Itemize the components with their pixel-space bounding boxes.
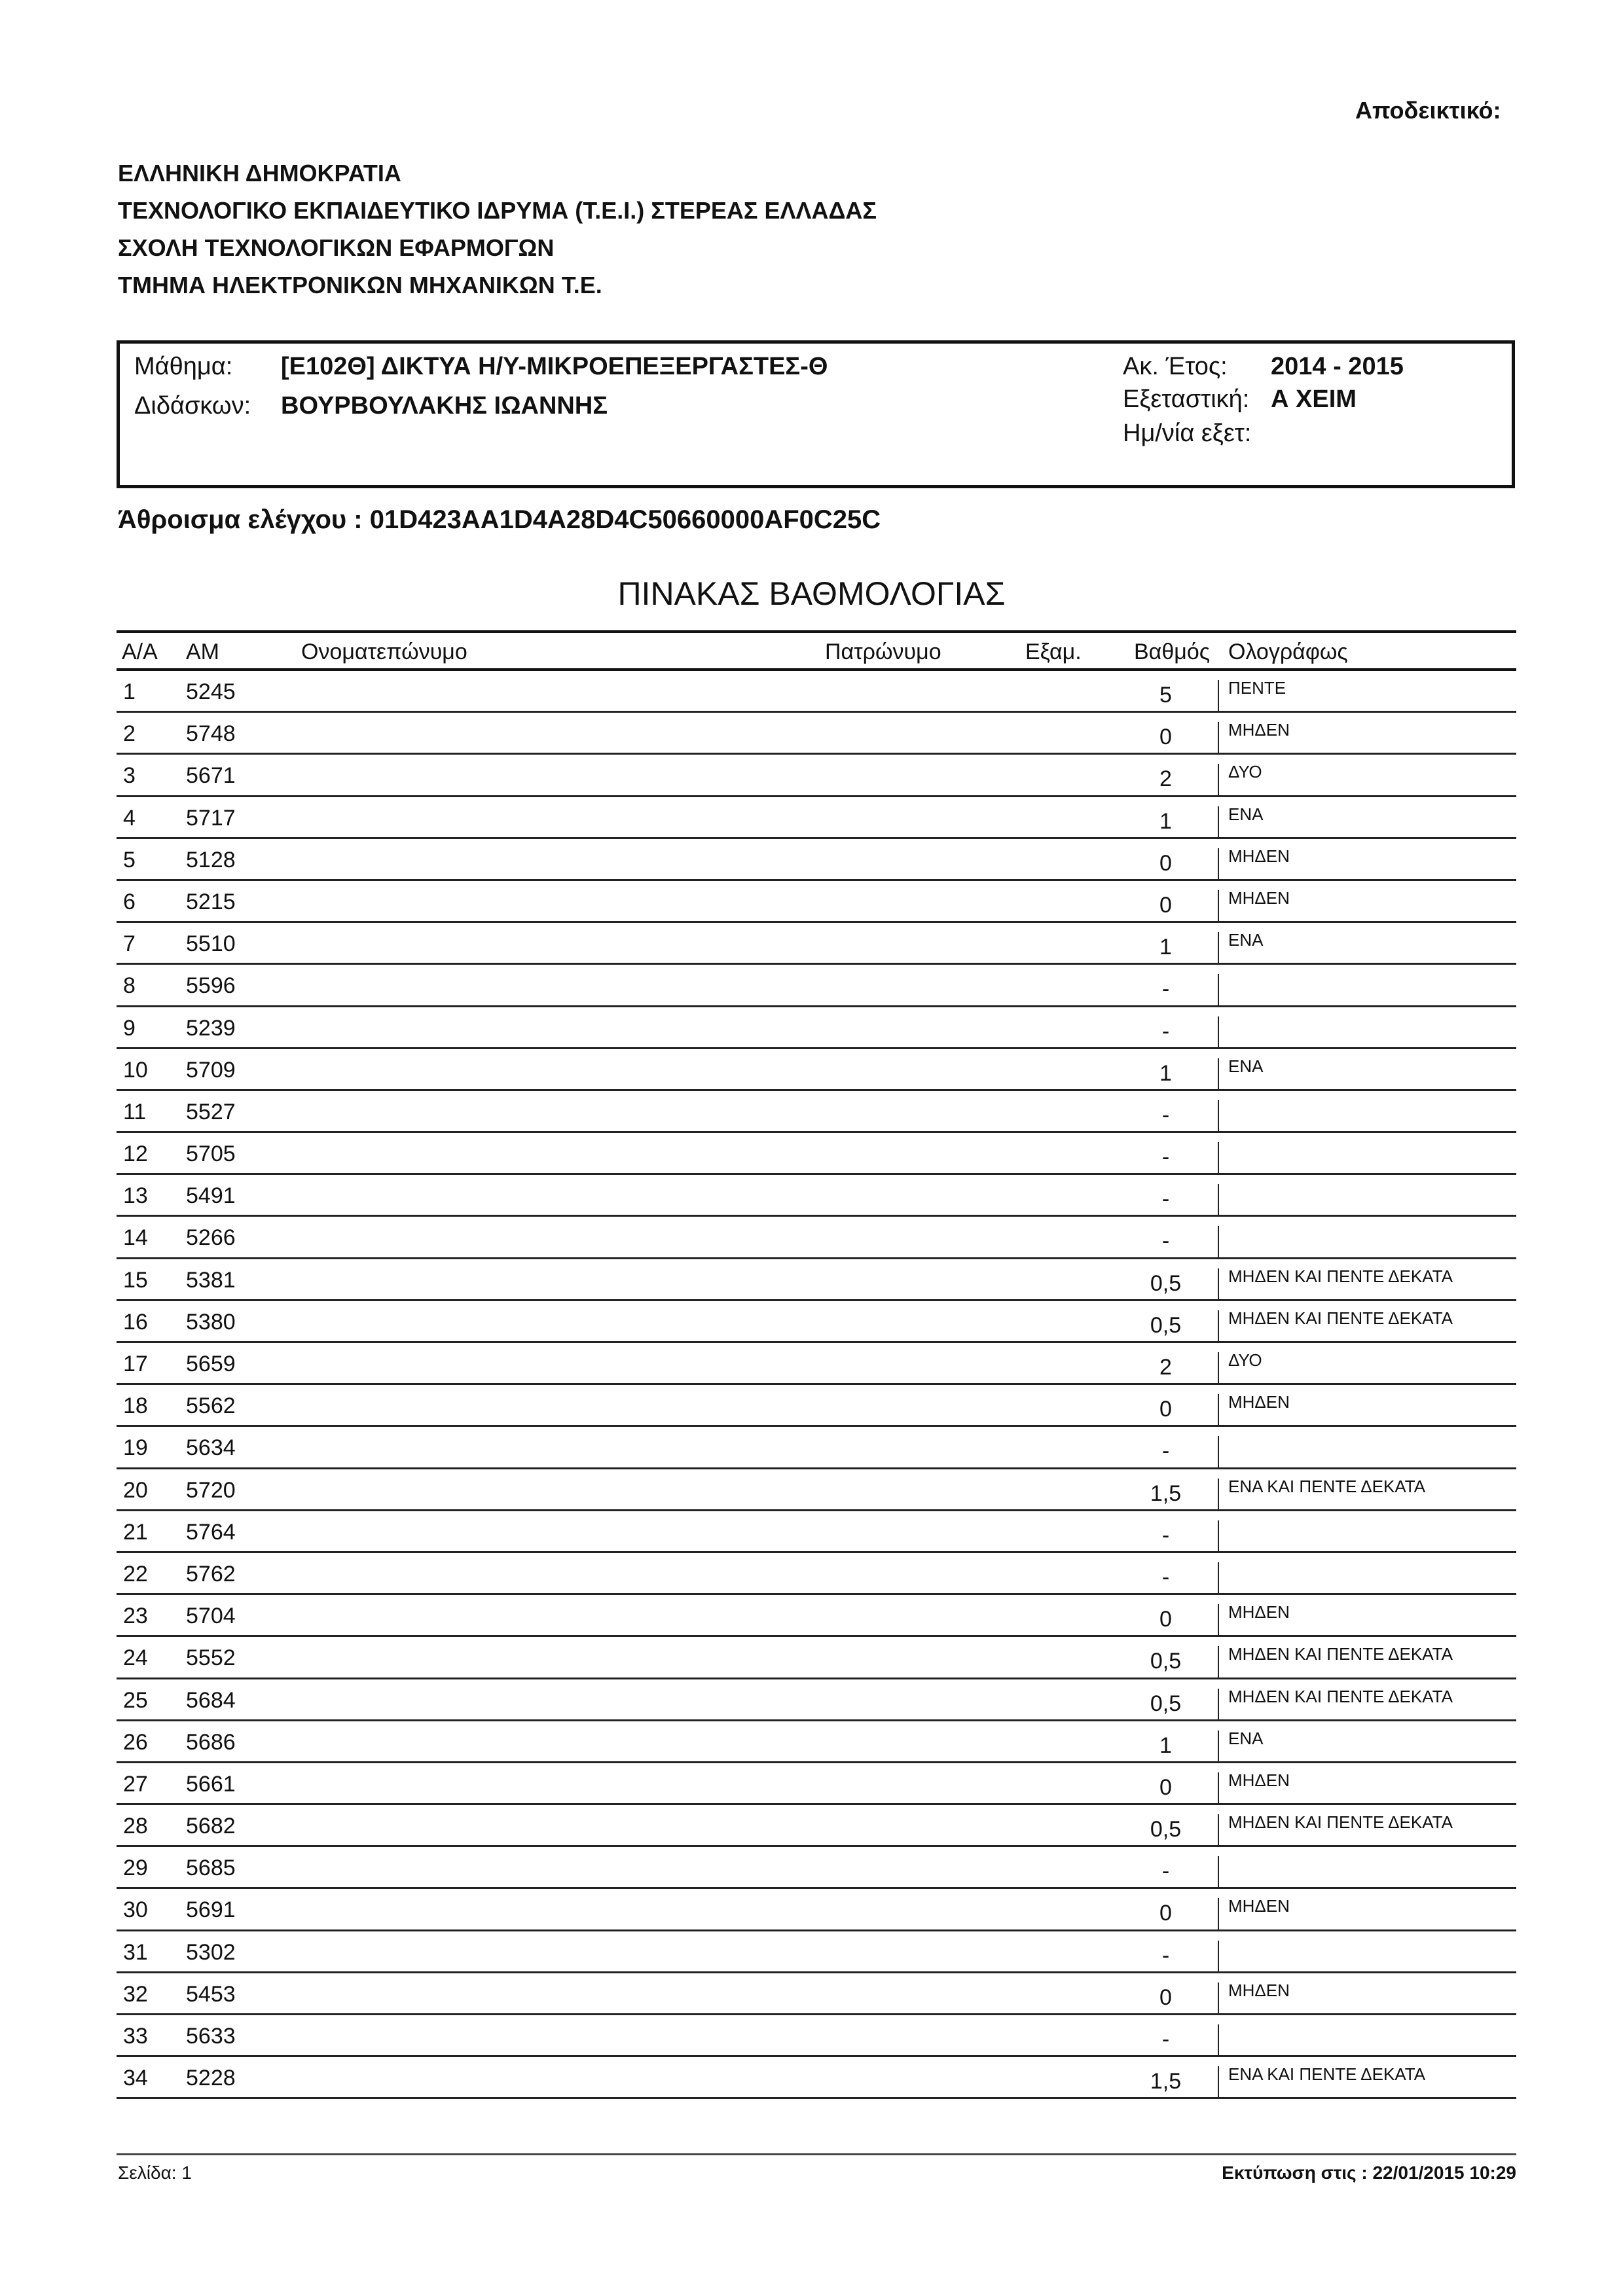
table-row	[117, 1133, 1516, 1175]
exam-period-value: Α ΧΕΙΜ	[1271, 386, 1357, 413]
row-grade: 0	[1159, 1774, 1172, 1800]
table-row	[117, 1301, 1516, 1343]
table-row	[117, 2057, 1516, 2099]
table-row	[117, 923, 1516, 965]
row-index: 10	[123, 1057, 148, 1083]
row-index: 5	[123, 847, 136, 872]
row-grade: 1,5	[1150, 1480, 1182, 1506]
row-grade-words: ΜΗΔΕΝ ΚΑΙ ΠΕΝΤΕ ΔΕΚΑΤΑ	[1228, 1812, 1453, 1833]
table-row	[117, 2015, 1516, 2057]
row-am: 5552	[186, 1645, 236, 1671]
row-grade: -	[1161, 1229, 1170, 1254]
row-grade-words: ΕΝΑ ΚΑΙ ΠΕΝΤΕ ΔΕΚΑΤΑ	[1228, 2064, 1426, 2085]
col-header-grade: Βαθμός	[1134, 639, 1211, 664]
row-index: 26	[123, 1729, 148, 1755]
row-am: 5381	[186, 1267, 236, 1293]
row-am: 5510	[186, 931, 236, 957]
row-grade-words: ΕΝΑ	[1228, 1056, 1264, 1076]
row-grade: 0	[1159, 1397, 1172, 1422]
row-am: 5491	[186, 1183, 236, 1209]
row-am: 5239	[186, 1015, 236, 1041]
row-am: 5634	[186, 1435, 236, 1461]
row-index: 7	[123, 931, 136, 957]
table-row	[117, 1847, 1516, 1889]
col-header-am: ΑΜ	[186, 639, 219, 664]
table-row	[117, 1511, 1516, 1553]
row-grade: -	[1161, 1018, 1170, 1044]
institution-line-tei: ΤΕΧΝΟΛΟΓΙΚΟ ΕΚΠΑΙΔΕΥΤΙΚΟ ΙΔΡΥΜΑ (Τ.Ε.Ι.) ΣΤΕΡΕΑΣ ΕΛΛΑΔΑΣ	[118, 197, 877, 224]
col-header-father: Πατρώνυμο	[825, 639, 941, 664]
row-grade: 1	[1159, 808, 1172, 834]
table-row	[117, 1805, 1516, 1847]
row-grade-words: ΕΝΑ	[1228, 804, 1264, 824]
row-grade: 1	[1159, 1732, 1172, 1758]
row-index: 34	[123, 2066, 148, 2091]
table-row	[117, 1763, 1516, 1805]
row-grade: -	[1161, 1943, 1170, 1968]
institution-line-department: ΤΜΗΜΑ ΗΛΕΚΤΡΟΝΙΚΩΝ ΜΗΧΑΝΙΚΩΝ Τ.Ε.	[118, 272, 602, 298]
row-am: 5453	[186, 1981, 236, 2007]
col-header-words: Ολογράφως	[1228, 639, 1348, 664]
row-grade: 0,5	[1150, 1817, 1182, 1842]
instructor-value: ΒΟΥΡΒΟΥΛΑΚΗΣ ΙΩΑΝΝΗΣ	[281, 392, 608, 420]
row-grade: 0,5	[1150, 1691, 1182, 1716]
row-am: 5215	[186, 889, 236, 914]
row-grade-words: ΜΗΔΕΝ	[1228, 1770, 1290, 1790]
row-am: 5596	[186, 973, 236, 999]
row-index: 15	[123, 1267, 148, 1293]
table-row	[117, 1595, 1516, 1637]
checksum: Άθροισμα ελέγχου : 01D423AA1D4A28D4C50660000AF0C25C	[118, 505, 881, 534]
row-am: 5709	[186, 1057, 236, 1083]
table-row	[117, 1217, 1516, 1259]
row-grade-words: ΕΝΑ	[1228, 1728, 1264, 1748]
row-grade-words: ΜΗΔΕΝ	[1228, 720, 1290, 740]
table-row	[117, 1679, 1516, 1721]
row-grade: -	[1161, 1187, 1170, 1212]
row-am: 5661	[186, 1771, 236, 1797]
row-grade: 1	[1159, 1060, 1172, 1086]
row-grade-words: ΜΗΔΕΝ ΚΑΙ ΠΕΝΤΕ ΔΕΚΑΤΑ	[1228, 1686, 1453, 1706]
table-row	[117, 1721, 1516, 1763]
grades-table-body	[117, 671, 1516, 2099]
row-am: 5380	[186, 1309, 236, 1335]
row-index: 24	[123, 1645, 148, 1671]
row-grade-words: ΕΝΑ	[1228, 930, 1264, 950]
row-grade: 0	[1159, 892, 1172, 918]
table-row	[117, 1931, 1516, 1973]
row-index: 2	[123, 721, 136, 747]
row-grade-words: ΠΕΝΤΕ	[1228, 678, 1286, 698]
table-row	[117, 1553, 1516, 1595]
row-grade: -	[1161, 2027, 1170, 2052]
table-row	[117, 755, 1516, 797]
row-grade-words: ΜΗΔΕΝ ΚΑΙ ΠΕΝΤΕ ΔΕΚΑΤΑ	[1228, 1266, 1453, 1286]
row-am: 5748	[186, 721, 236, 747]
row-grade-words: ΔΥΟ	[1228, 1350, 1262, 1370]
row-grade: -	[1161, 1145, 1170, 1170]
row-index: 4	[123, 805, 136, 831]
academic-year-label: Ακ. Έτος:	[1123, 353, 1228, 380]
footer-divider	[117, 2153, 1516, 2155]
row-index: 28	[123, 1814, 148, 1839]
row-index: 8	[123, 973, 136, 999]
row-grade: 2	[1159, 1355, 1172, 1380]
row-index: 23	[123, 1604, 148, 1629]
row-index: 22	[123, 1561, 148, 1587]
row-index: 33	[123, 2024, 148, 2049]
instructor-label: Διδάσκων:	[134, 392, 251, 420]
row-index: 18	[123, 1393, 148, 1419]
table-row	[117, 1469, 1516, 1511]
col-header-fullname: Ονοματεπώνυμο	[301, 639, 467, 664]
row-am: 5245	[186, 679, 236, 704]
row-grade-words: ΜΗΔΕΝ	[1228, 1980, 1290, 2000]
table-row	[117, 1007, 1516, 1049]
col-header-index: Α/Α	[122, 639, 158, 664]
row-grade-words: ΜΗΔΕΝ	[1228, 1392, 1290, 1412]
row-grade: -	[1161, 1522, 1170, 1548]
table-row	[117, 1175, 1516, 1217]
row-grade: 0	[1159, 1901, 1172, 1926]
row-index: 3	[123, 763, 136, 789]
row-am: 5717	[186, 805, 236, 831]
table-row	[117, 881, 1516, 923]
row-am: 5684	[186, 1687, 236, 1713]
row-am: 5633	[186, 2024, 236, 2049]
row-am: 5762	[186, 1561, 236, 1587]
row-grade: 0	[1159, 725, 1172, 750]
table-row	[117, 965, 1516, 1007]
row-grade: 0,5	[1150, 1270, 1182, 1296]
row-am: 5704	[186, 1604, 236, 1629]
row-index: 29	[123, 1856, 148, 1881]
row-index: 16	[123, 1309, 148, 1335]
row-grade-words: ΜΗΔΕΝ	[1228, 1896, 1290, 1916]
table-row	[117, 1049, 1516, 1091]
row-index: 1	[123, 679, 136, 704]
table-title: ΠΙΝΑΚΑΣ ΒΑΘΜΟΛΟΓΙΑΣ	[617, 575, 1006, 612]
row-am: 5228	[186, 2066, 236, 2091]
row-am: 5686	[186, 1729, 236, 1755]
row-am: 5671	[186, 763, 236, 789]
table-row	[117, 1427, 1516, 1469]
institution-line-school: ΣΧΟΛΗ ΤΕΧΝΟΛΟΓΙΚΩΝ ΕΦΑΡΜΟΓΩΝ	[118, 234, 555, 261]
row-index: 30	[123, 1897, 148, 1923]
row-am: 5659	[186, 1352, 236, 1376]
row-grade: 2	[1159, 766, 1172, 792]
institution-header	[118, 154, 877, 304]
row-index: 19	[123, 1435, 148, 1461]
row-index: 12	[123, 1141, 148, 1167]
exam-period-label: Εξεταστική:	[1123, 386, 1250, 413]
row-grade: -	[1161, 977, 1170, 1002]
table-row	[117, 1091, 1516, 1133]
row-grade-words: ΔΥΟ	[1228, 762, 1262, 782]
row-am: 5302	[186, 1939, 236, 1965]
row-am: 5527	[186, 1099, 236, 1124]
row-am: 5705	[186, 1141, 236, 1167]
exam-date-label: Ημ/νία εξετ:	[1123, 420, 1252, 447]
row-grade: 1	[1159, 935, 1172, 960]
row-index: 32	[123, 1981, 148, 2007]
row-index: 11	[123, 1099, 147, 1124]
course-value: [Ε102Θ] ΔΙΚΤΥΑ Η/Υ-ΜΙΚΡΟΕΠΕΞΕΡΓΑΣΤΕΣ-Θ	[281, 353, 828, 380]
table-row	[117, 1973, 1516, 2015]
academic-year-value: 2014 - 2015	[1271, 353, 1404, 380]
row-grade: 0	[1159, 850, 1172, 876]
table-row	[117, 713, 1516, 755]
row-index: 25	[123, 1687, 148, 1713]
row-grade-words: ΜΗΔΕΝ	[1228, 846, 1290, 866]
row-grade: -	[1161, 1564, 1170, 1590]
receipt-label: Αποδεικτικό:	[1355, 97, 1501, 124]
row-grade-words: ΜΗΔΕΝ	[1228, 888, 1290, 908]
row-grade: 0,5	[1150, 1649, 1182, 1674]
row-grade-words: ΕΝΑ ΚΑΙ ΠΕΝΤΕ ΔΕΚΑΤΑ	[1228, 1476, 1426, 1496]
row-grade: -	[1161, 1102, 1170, 1128]
table-row	[117, 839, 1516, 881]
row-grade: 5	[1159, 683, 1172, 708]
row-index: 6	[123, 889, 136, 914]
row-index: 20	[123, 1477, 148, 1503]
row-am: 5128	[186, 847, 236, 872]
table-row	[117, 1385, 1516, 1427]
row-grade: -	[1161, 1859, 1170, 1884]
row-index: 13	[123, 1183, 148, 1209]
table-header	[117, 630, 1516, 671]
table-row	[117, 1637, 1516, 1679]
row-grade: -	[1161, 1439, 1170, 1464]
row-am: 5682	[186, 1814, 236, 1839]
course-info-box	[117, 340, 1515, 488]
row-am: 5691	[186, 1897, 236, 1923]
row-grade: 0,5	[1150, 1312, 1182, 1338]
table-row	[117, 1343, 1516, 1385]
row-grade-words: ΜΗΔΕΝ ΚΑΙ ΠΕΝΤΕ ΔΕΚΑΤΑ	[1228, 1644, 1453, 1664]
table-row	[117, 671, 1516, 713]
row-grade-words: ΜΗΔΕΝ ΚΑΙ ΠΕΝΤΕ ΔΕΚΑΤΑ	[1228, 1308, 1453, 1328]
row-grade: 1,5	[1150, 2069, 1182, 2094]
row-grade: 0	[1159, 1984, 1172, 2010]
table-row	[117, 1259, 1516, 1301]
col-header-semester: Εξαμ.	[1025, 639, 1082, 664]
row-am: 5720	[186, 1477, 236, 1503]
institution-line-country: ΕΛΛΗΝΙΚΗ ΔΗΜΟΚΡΑΤΙΑ	[118, 160, 401, 187]
row-am: 5764	[186, 1519, 236, 1545]
row-am: 5266	[186, 1225, 236, 1251]
table-row	[117, 1889, 1516, 1931]
row-am: 5685	[186, 1856, 236, 1881]
row-index: 9	[123, 1015, 136, 1041]
row-index: 21	[123, 1519, 148, 1545]
row-index: 27	[123, 1771, 148, 1797]
table-row	[117, 797, 1516, 839]
row-index: 14	[123, 1225, 148, 1251]
row-index: 31	[123, 1939, 148, 1965]
grade-cell-underline	[1105, 2097, 1218, 2099]
row-am: 5562	[186, 1393, 236, 1419]
course-label: Μάθημα:	[134, 353, 233, 380]
print-timestamp: Εκτύπωση στις : 22/01/2015 10:29	[1222, 2162, 1516, 2183]
page-number: Σελίδα: 1	[118, 2162, 192, 2183]
row-grade-words: ΜΗΔΕΝ	[1228, 1602, 1290, 1623]
row-grade: 0	[1159, 1607, 1172, 1632]
row-index: 17	[123, 1352, 148, 1376]
